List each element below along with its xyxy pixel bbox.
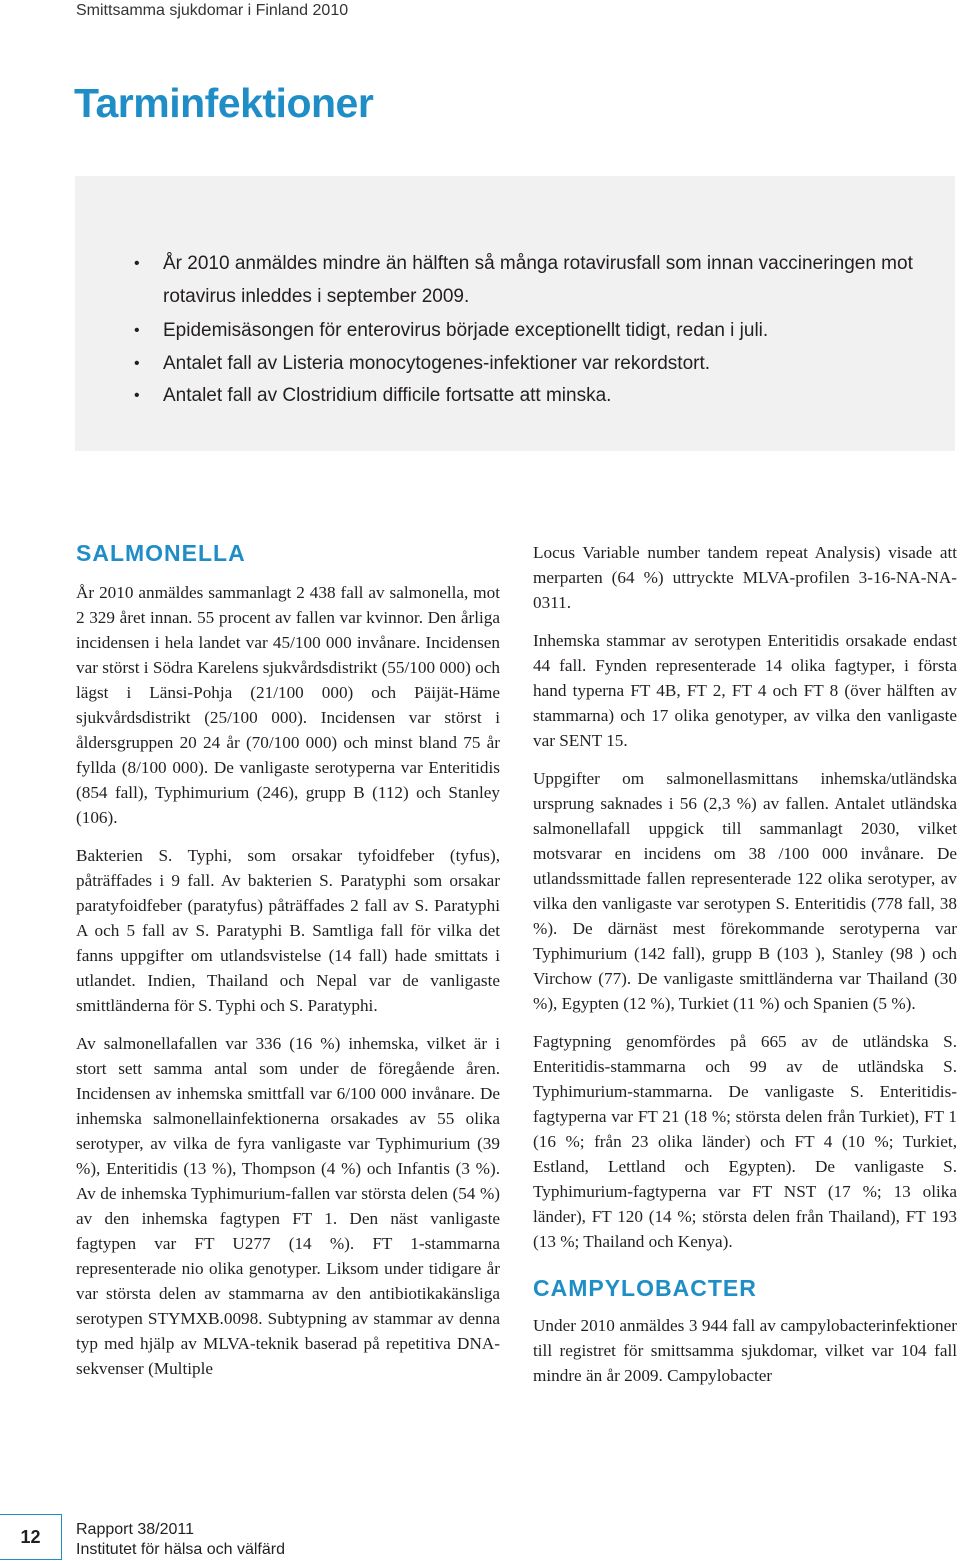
running-head: Smittsamma sjukdomar i Finland 2010	[76, 2, 349, 19]
summary-item	[75, 315, 943, 348]
summary-item	[75, 348, 943, 381]
right-column	[533, 540, 957, 1401]
paragraph: Bakterien S. Typhi, som orsakar tyfoidfeber (tyfus), påträffades i 9 fall. Av bakterien S. Paratyphi som orsakar paratyfoidfeber (paratyfus) påträffades 2 fall av S. Paratyphi A och 5 fall av S. Paratyphi B. Samtliga fall för vilka det fanns uppgifter om utlandsvistelse (14 fall) hade smittats i utlandet. Indien, Thailand och Nepal var de vanligaste smittländerna för S. Typhi och S. Paratyphi.	[76, 846, 500, 1015]
section-heading-campylobacter: CAMPYLOBACTER	[533, 1275, 757, 1301]
left-column	[76, 580, 500, 1394]
bullet-icon: •	[134, 387, 140, 404]
summary-list	[75, 248, 943, 413]
page-footer	[0, 1500, 960, 1561]
paragraph: År 2010 anmäldes sammanlagt 2 438 fall av salmonella, mot 2 329 året innan. 55 procent av fallen var kvinnor. Den årliga incidensen i hela landet var 45/100 000 invånare. Incidensen var störst i Södra Karelens sjukvårdsdistrikt (55/100 000) och lägst i Länsi-Pohja (21/100 000) och Päijät-Häme sjukvårdsdistrikt (25/100 000). Incidensen var störst i åldersgruppen 20 24 år (70/100 000) och minst bland 75 år fyllda (8/100 000). De vanligaste serotyperna var Enteritidis (854 fall), Typhimurium (246), grupp B (112) och Stanley (106).	[76, 583, 500, 827]
report-number: Rapport 38/2011	[76, 1521, 195, 1538]
page-number: 12	[0, 1514, 62, 1560]
section-heading-salmonella: SALMONELLA	[76, 540, 246, 566]
bullet-icon: •	[134, 322, 140, 339]
bullet-icon: •	[134, 354, 140, 372]
paragraph: Locus Variable number tandem repeat Analysis) visade att merparten (64 %) uttryckte MLVA-profilen 3-16-NA-NA-0311.	[533, 543, 957, 612]
summary-box	[75, 176, 955, 451]
summary-item	[75, 380, 943, 413]
paragraph: Fagtypning genomfördes på 665 av de utländska S. Enteritidis-stammarna och 99 av de utländska S. Typhimurium-stammarna. De vanligaste S. Enteritidis-fagtyperna var FT 21 (18 %; största delen från Turkiet), FT 1 (16 %; från 23 olika länder) och FT 4 (10 %; Turkiet, Estland, Lettland och Egypten). De vanligaste S. Typhimurium-fagtyperna var FT NST (17 %; 13 olika länder), FT 120 (14 %; största delen från Thailand), FT 193 (13 %; Thailand och Kenya).	[533, 1032, 957, 1251]
paragraph: Under 2010 anmäldes 3 944 fall av campylobacterinfektioner till registret för smittsamma sjukdomar, vilket var 104 fall mindre än år 2009. Campylobacter	[533, 1316, 957, 1385]
paragraph: Av salmonellafallen var 336 (16 %) inhemska, vilket är i stort sett samma antal som under de föregående åren. Incidensen av inhemska smittfall var 6/100 000 invånare. De inhemska salmonellainfektionerna orsakades av 55 olika serotyper, av vilka de fyra vanligaste var Typhimurium (39 %), Enteritidis (13 %), Thompson (4 %) och Infantis (3 %). Av de inhemska Typhimurium-fallen var största delen (54 %) av den inhemska fagtypen FT 1. Den näst vanligaste fagtypen var FT U277 (14 %). FT 1-stammarna representerade nio olika genotyper. Liksom under tidigare år var största delen av stammarna av den antibiotikakänsliga serotypen STYMXB.0098. Subtypning av stammar av denna typ med hjälp av MLVA-teknik baserad på repetitiva DNA-sekvenser (Multiple	[76, 1034, 500, 1378]
summary-text: År 2010 anmäldes mindre än hälften så många rotavirusfall som innan vaccineringen mot rotavirus inleddes i september 2009.	[163, 253, 913, 307]
institute-name: Institutet för hälsa och välfärd	[76, 1541, 285, 1558]
summary-text: Antalet fall av Listeria monocytogenes-infektioner var rekordstort.	[163, 352, 711, 374]
summary-text: Epidemisäsongen för enterovirus började exceptionellt tidigt, redan i juli.	[163, 320, 769, 341]
footer-publisher	[76, 1520, 285, 1560]
summary-item	[75, 248, 943, 313]
paragraph: Inhemska stammar av serotypen Enteritidis orsakade endast 44 fall. Fynden representerade 14 olika fagtyper, i första hand typerna FT 4B, FT 2, FT 4 och FT 8 (över hälften av stammarna) och 17 olika genotyper, av vilka den vanligaste var SENT 15.	[533, 631, 957, 750]
summary-text: Antalet fall av Clostridium difficile fortsatte att minska.	[163, 385, 612, 406]
bullet-icon: •	[134, 255, 140, 272]
paragraph: Uppgifter om salmonellasmittans inhemska/utländska ursprung saknades i 56 (2,3 %) av fallen. Antalet utländska salmonellafall uppgick till sammanlagt 2030, vilket motsvarar en incidens om 38 /100 000 invånare. De utlandssmittade fallen representerade 122 olika serotyper, av vilka den vanligaste var serotypen S. Enteritidis (778 fall, 38 %). De därnäst mest förekommande serotyperna var Typhimurium (142 fall), grupp B (103 ), Stanley (98 ) och Virchow (77). De vanligaste smittländerna var Thailand (30 %), Egypten (12 %), Turkiet (11 %) och Spanien (5 %).	[533, 769, 957, 1013]
page-title: Tarminfektioner	[74, 80, 374, 126]
